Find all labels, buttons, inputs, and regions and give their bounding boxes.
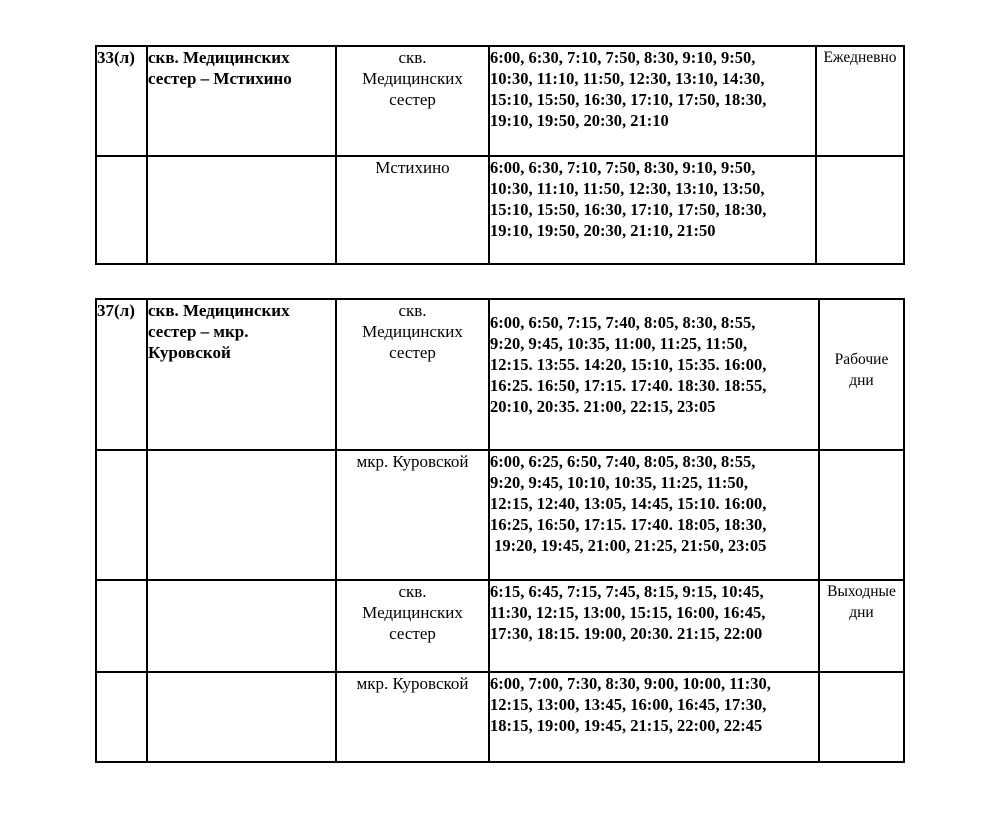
times-line: 12:15, 13:00, 13:45, 16:00, 16:45, 17:30, <box>490 695 767 714</box>
route-number: 33(л) <box>97 48 135 67</box>
times-line: 9:20, 9:45, 10:10, 10:35, 11:25, 11:50, <box>490 473 749 492</box>
times-line: 6:00, 6:25, 6:50, 7:40, 8:05, 8:30, 8:55, <box>490 452 756 471</box>
times-line: 19:20, 19:45, 21:00, 21:25, 21:50, 23:05 <box>490 536 767 555</box>
route-name-line: сестер – мкр. <box>148 322 249 341</box>
route-37-table <box>95 298 905 763</box>
route-number: 37(л) <box>97 301 135 320</box>
times-line: 16:25, 16:50, 17:15. 17:40. 18:05, 18:30, <box>490 515 767 534</box>
departure-stop-cell <box>336 580 489 672</box>
departure-times-cell <box>489 580 819 672</box>
route-name-cell <box>147 580 336 672</box>
departure-times-cell <box>489 46 816 156</box>
route-33-row-2 <box>96 156 904 264</box>
stop-name-line: сестер <box>389 343 436 362</box>
route-number-cell <box>96 672 147 762</box>
stop-name-line: скв. <box>398 301 427 320</box>
times-line: 16:25. 16:50, 17:15. 17:40. 18:30. 18:55, <box>490 376 767 395</box>
times-line: 10:30, 11:10, 11:50, 12:30, 13:10, 13:50, <box>490 179 765 198</box>
operating-days-line: Рабочие <box>834 351 889 368</box>
route-name-line: скв. Медицинских <box>148 301 290 320</box>
departure-times-cell <box>489 156 816 264</box>
departure-stop-cell <box>336 672 489 762</box>
route-37-row-4 <box>96 672 904 762</box>
route-number-cell <box>96 580 147 672</box>
stop-name-line: скв. <box>398 48 427 67</box>
route-name-cell <box>147 46 336 156</box>
route-37-row-2 <box>96 450 904 580</box>
stop-name-line: скв. <box>398 582 427 601</box>
stop-name-line: сестер <box>389 624 436 643</box>
departure-times-cell <box>489 299 819 450</box>
stop-name-line: Медицинских <box>362 322 463 341</box>
operating-days-line: дни <box>849 372 874 389</box>
times-line: 9:20, 9:45, 10:35, 11:00, 11:25, 11:50, <box>490 334 748 353</box>
route-33-row-1 <box>96 46 904 156</box>
times-line: 17:30, 18:15. 19:00, 20:30. 21:15, 22:00 <box>490 624 763 643</box>
route-name-line: сестер – Мстихино <box>148 69 292 88</box>
stop-name-line: Медицинских <box>362 603 463 622</box>
times-line: 6:15, 6:45, 7:15, 7:45, 8:15, 9:15, 10:45, <box>490 582 764 601</box>
operating-days-line: дни <box>849 604 874 621</box>
route-number-cell <box>96 299 147 450</box>
operating-days-line: Выходные <box>827 583 896 600</box>
route-number-cell <box>96 156 147 264</box>
times-line: 19:10, 19:50, 20:30, 21:10, 21:50 <box>490 221 716 240</box>
operating-days-cell <box>819 580 904 672</box>
route-name-line: Куровской <box>148 343 231 362</box>
operating-days-cell <box>816 156 904 264</box>
route-number-cell <box>96 46 147 156</box>
times-line: 15:10, 15:50, 16:30, 17:10, 17:50, 18:30, <box>490 200 767 219</box>
route-33-table <box>95 45 905 265</box>
stop-name-line: Мстихино <box>375 158 450 177</box>
times-line: 11:30, 12:15, 13:00, 15:15, 16:00, 16:45, <box>490 603 766 622</box>
route-37-row-3 <box>96 580 904 672</box>
times-line: 6:00, 6:30, 7:10, 7:50, 8:30, 9:10, 9:50, <box>490 48 756 67</box>
times-line: 19:10, 19:50, 20:30, 21:10 <box>490 111 669 130</box>
times-line: 6:00, 6:50, 7:15, 7:40, 8:05, 8:30, 8:55, <box>490 313 756 332</box>
operating-days-cell <box>816 46 904 156</box>
stop-name-line: мкр. Куровской <box>356 452 469 471</box>
route-name-cell <box>147 156 336 264</box>
times-line: 12:15. 13:55. 14:20, 15:10, 15:35. 16:00, <box>490 355 767 374</box>
operating-days-cell <box>819 450 904 580</box>
route-number-cell <box>96 450 147 580</box>
stop-name-line: Медицинских <box>362 69 463 88</box>
departure-stop-cell <box>336 156 489 264</box>
times-line: 6:00, 7:00, 7:30, 8:30, 9:00, 10:00, 11:30, <box>490 674 771 693</box>
stop-name-line: мкр. Куровской <box>356 674 469 693</box>
route-name-cell <box>147 299 336 450</box>
stop-name-line: сестер <box>389 90 436 109</box>
departure-times-cell <box>489 672 819 762</box>
departure-stop-cell <box>336 299 489 450</box>
operating-days: Ежедневно <box>823 49 897 66</box>
departure-stop-cell <box>336 46 489 156</box>
departure-times-cell <box>489 450 819 580</box>
times-line: 15:10, 15:50, 16:30, 17:10, 17:50, 18:30, <box>490 90 767 109</box>
times-line: 10:30, 11:10, 11:50, 12:30, 13:10, 14:30, <box>490 69 765 88</box>
times-line: 20:10, 20:35. 21:00, 22:15, 23:05 <box>490 397 716 416</box>
operating-days-cell <box>819 299 904 450</box>
route-name-cell <box>147 672 336 762</box>
times-line: 6:00, 6:30, 7:10, 7:50, 8:30, 9:10, 9:50, <box>490 158 756 177</box>
route-name-line: скв. Медицинских <box>148 48 290 67</box>
times-line: 12:15, 12:40, 13:05, 14:45, 15:10. 16:00, <box>490 494 767 513</box>
departure-stop-cell <box>336 450 489 580</box>
route-name-cell <box>147 450 336 580</box>
route-37-row-1 <box>96 299 904 450</box>
operating-days-cell <box>819 672 904 762</box>
times-line: 18:15, 19:00, 19:45, 21:15, 22:00, 22:45 <box>490 716 763 735</box>
